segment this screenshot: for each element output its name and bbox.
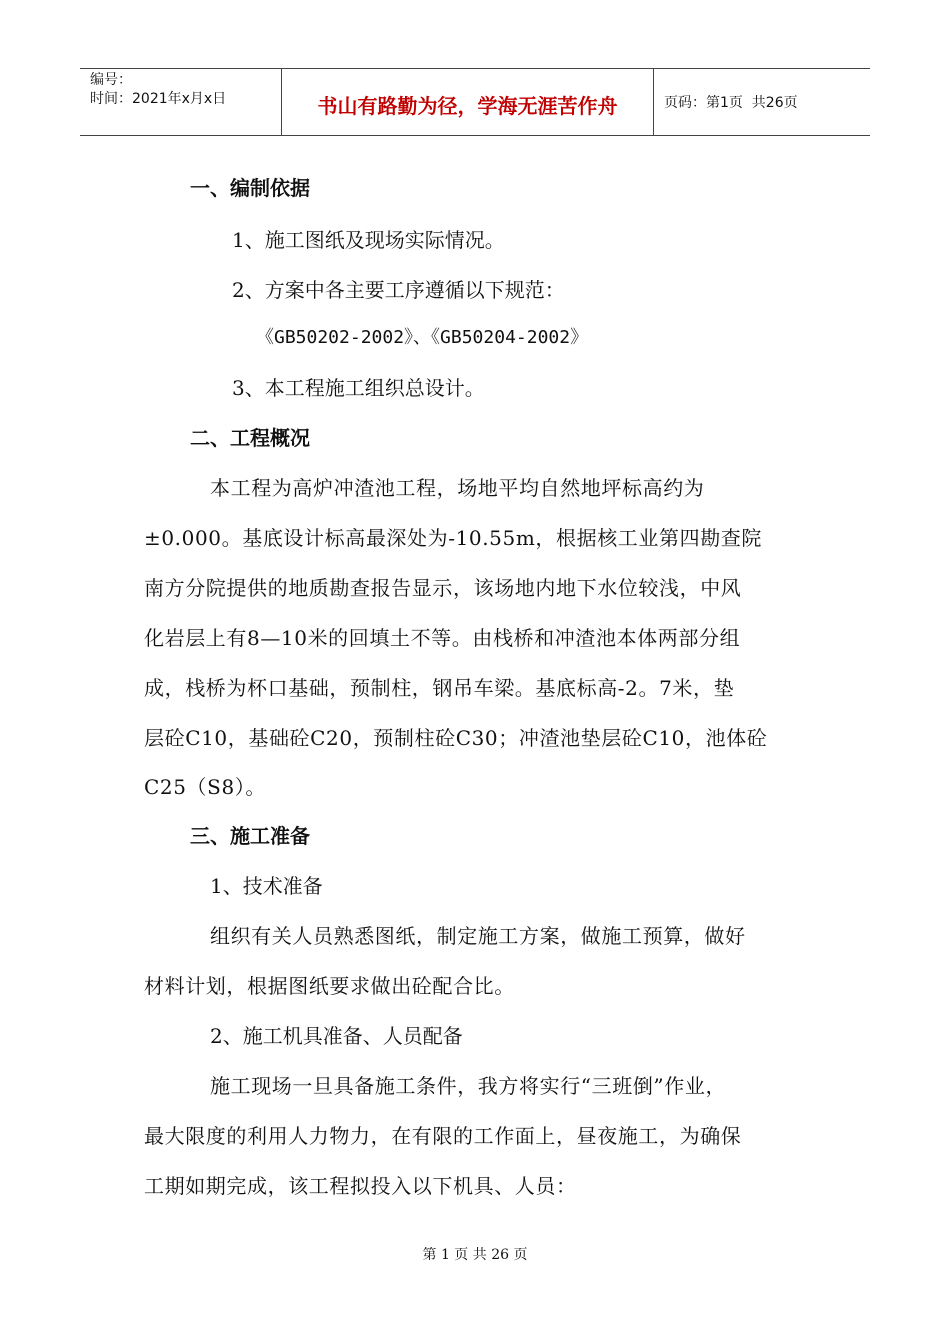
basis-item-1: 1、施工图纸及现场实际情况。 (232, 228, 505, 252)
section-heading-basis: 一、编制依据 (190, 176, 310, 200)
overview-line-7: C25（S8）。 (144, 775, 266, 799)
preparation-sub-1-line-1: 组织有关人员熟悉图纸，制定施工方案，做施工预算，做好 (210, 924, 746, 948)
overview-line-6: 层砼C10，基础砼C20，预制柱砼C30；冲渣池垫层砼C10，池体砼 (144, 726, 768, 750)
document-header (80, 68, 870, 136)
page-footer: 第 1 页 共 26 页 (422, 1247, 528, 1263)
overview-line-3: 南方分院提供的地质勘查报告显示，该场地内地下水位较浅，中风 (144, 576, 742, 600)
header-motto: 书山有路勤为径，学海无涯苦作舟 (282, 69, 654, 135)
page-info-text: 页码：第1页 共26页 (664, 95, 798, 111)
basis-item-3: 3、本工程施工组织总设计。 (232, 376, 485, 400)
document-date: 时间：2021年x月x日 (90, 91, 227, 107)
overview-line-2: ±0.000。基底设计标高最深处为-10.55m，根据核工业第四勘查院 (144, 526, 762, 550)
overview-line-4: 化岩层上有8—10米的回填土不等。由栈桥和冲渣池本体两部分组 (144, 626, 741, 650)
document-number-label: 编号： (90, 72, 132, 88)
overview-line-5: 成，栈桥为杯口基础，预制柱，钢吊车梁。基底标高-2。7米，垫 (144, 676, 735, 700)
section-heading-overview: 二、工程概况 (190, 426, 310, 450)
section-heading-preparation: 三、施工准备 (190, 824, 310, 848)
preparation-sub-2-line-3: 工期如期完成，该工程拟投入以下机具、人员： (144, 1174, 577, 1198)
preparation-sub-2-title: 2、施工机具准备、人员配备 (210, 1024, 463, 1048)
header-meta (80, 69, 282, 135)
basis-item-2-standards: 《GB50202-2002》、《GB50204-2002》 (256, 327, 589, 348)
preparation-sub-1-title: 1、技术准备 (210, 874, 323, 898)
basis-item-2: 2、方案中各主要工序遵循以下规范： (232, 278, 565, 302)
overview-line-1: 本工程为高炉冲渣池工程，场地平均自然地坪标高约为 (210, 476, 705, 500)
header-page-info (654, 69, 870, 135)
preparation-sub-2-line-1: 施工现场一旦具备施工条件，我方将实行“三班倒”作业， (210, 1074, 727, 1098)
preparation-sub-2-line-2: 最大限度的利用人力物力，在有限的工作面上，昼夜施工，为确保 (144, 1124, 742, 1148)
preparation-sub-1-line-2: 材料计划，根据图纸要求做出砼配合比。 (144, 974, 515, 998)
